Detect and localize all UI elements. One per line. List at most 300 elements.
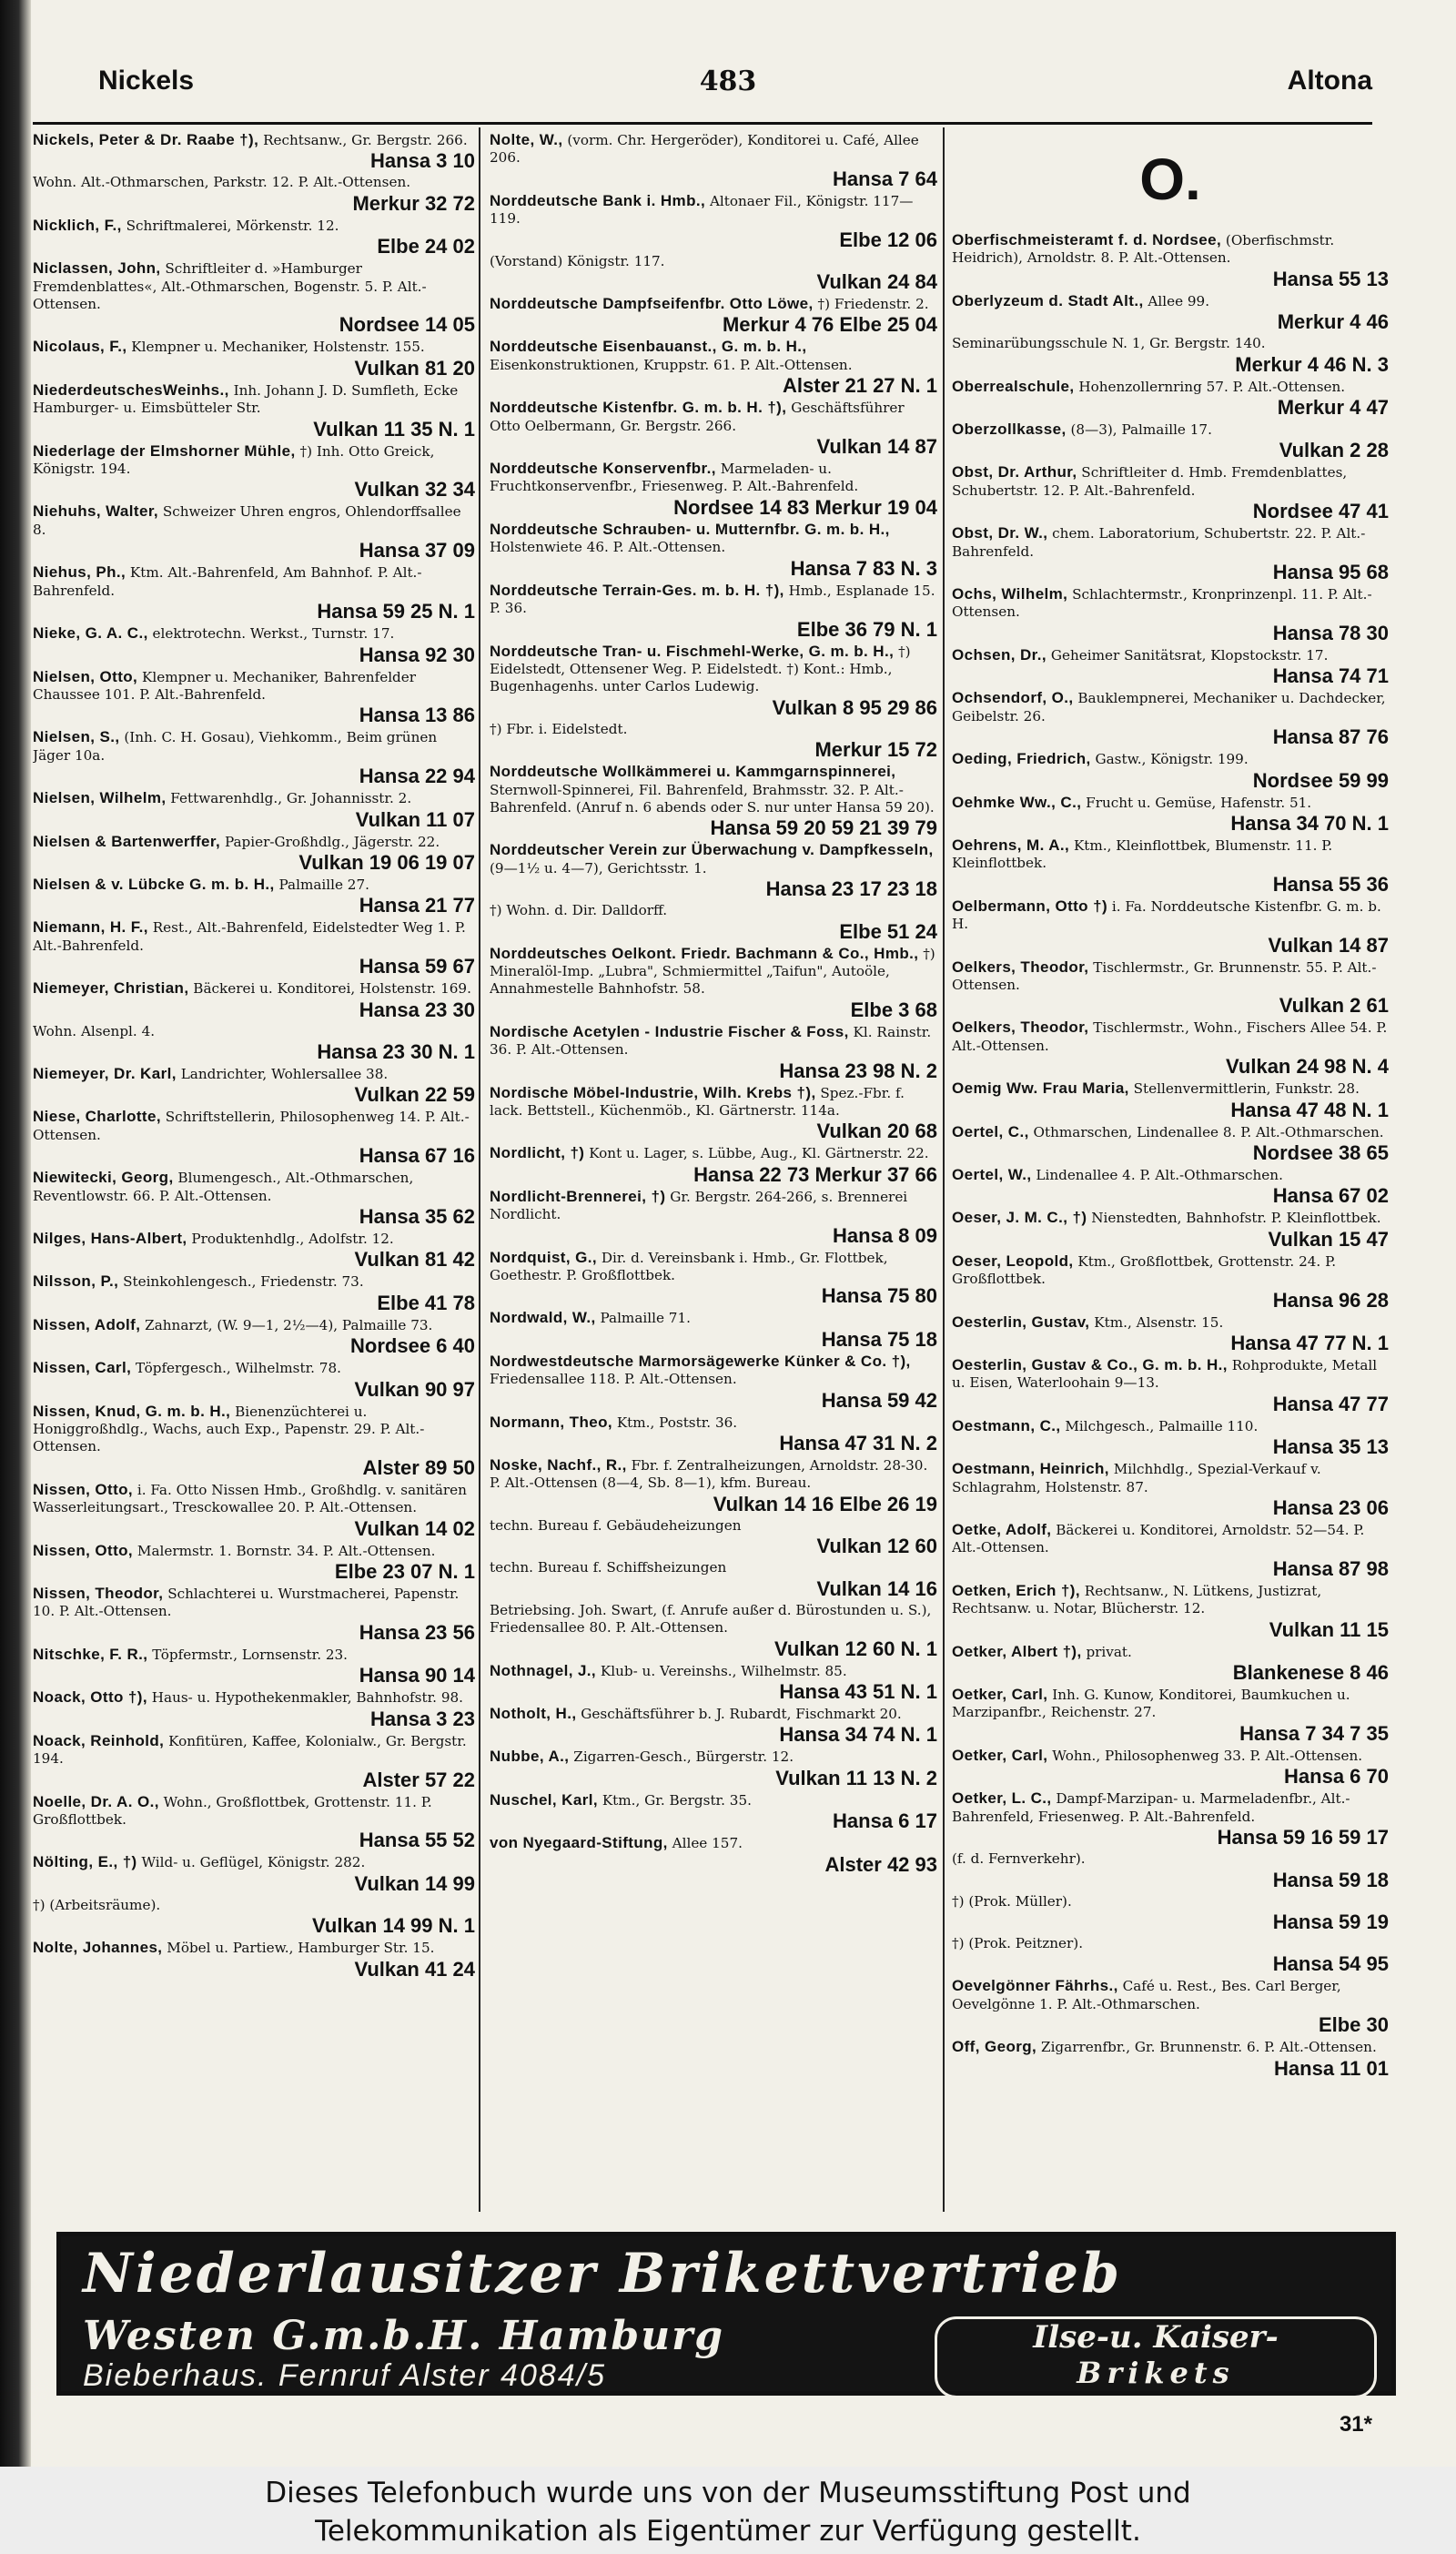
entry-name: Nilges, Hans-Albert, — [33, 1230, 187, 1247]
entry-details: Zahnarzt, (W. 9—1, 2½—4), Palmaille 73. — [145, 1316, 433, 1333]
entry-details: Frucht u. Gemüse, Hafenstr. 51. — [1086, 794, 1312, 811]
entry-name: Oestmann, C., — [952, 1416, 1061, 1434]
entry-phone: Hansa 3 10 — [370, 149, 475, 173]
directory-entry — [952, 524, 1389, 583]
directory-entry — [490, 721, 937, 761]
entry-phone: Vulkan 81 20 — [354, 356, 475, 380]
book-binding-edge — [0, 0, 31, 2467]
entry-name: Nielsen, Wilhelm, — [33, 789, 167, 807]
directory-entry — [490, 1353, 937, 1412]
entry-name: Nölting, E., †) — [33, 1853, 137, 1871]
entry-name: Norddeutsche Kistenfbr. G. m. b. H. †), — [490, 399, 787, 417]
column-right-list — [952, 231, 1389, 2080]
entry-phone: Vulkan 14 87 — [816, 435, 937, 459]
directory-entry — [33, 1585, 475, 1644]
directory-entry — [490, 841, 937, 900]
entry-details: (9—1½ u. 4—7), Gerichtsstr. 1. — [490, 859, 707, 877]
entry-phone: Merkur 4 47 — [1277, 396, 1389, 420]
entry-details: Holstenwiete 46. P. Alt.-Ottensen. — [490, 539, 726, 556]
entry-name: Nielsen & Bartenwerffer, — [33, 832, 221, 850]
entry-details: Tischlermstr., Gr. Brunnenstr. 55. P. Alt.-Ottensen. — [952, 958, 1377, 993]
entry-name: Off, Georg, — [952, 2038, 1037, 2056]
entry-phone: Alster 21 27 N. 1 — [783, 374, 937, 398]
directory-entry — [952, 1893, 1389, 1933]
entry-details: Kl. Rainstr. 36. P. Alt.-Ottensen. — [490, 1023, 932, 1059]
entry-name: Oelkers, Theodor, — [952, 958, 1089, 976]
entry-details: †) Friedenstr. 2. — [817, 296, 929, 313]
entry-phone: Hansa 74 71 — [1272, 664, 1389, 688]
archive-footer — [0, 2467, 1456, 2554]
entry-details: Geschäftsführer b. J. Rubardt, Fischmarkt 20. — [581, 1705, 902, 1722]
entry-details: techn. Bureau f. Schiffsheizungen — [490, 1559, 727, 1576]
entry-details: (Vorstand) Königstr. 117. — [490, 252, 665, 269]
entry-phone: Hansa 87 98 — [1272, 1556, 1389, 1580]
entry-phone: Nordsee 59 99 — [1252, 768, 1389, 792]
entry-phone: Hansa 23 30 N. 1 — [317, 1039, 475, 1063]
column-right — [952, 131, 1389, 2197]
entry-details: i. Fa. Norddeutsche Kistenfbr. G. m. b. H. — [952, 897, 1381, 933]
entry-name: Nuschel, Karl, — [490, 1790, 598, 1809]
entry-details: Bienenzüchterei u. Honiggroßhdlg., Wachs, auch Exp., Papenstr. 29. P. Alt.-Ottensen. — [33, 1403, 425, 1455]
running-head-right: Altona — [1287, 66, 1372, 96]
entry-details: Gr. Bergstr. 264-266, s. Brennerei Nordlicht. — [490, 1188, 908, 1223]
entry-phone: Hansa 47 77 N. 1 — [1230, 1332, 1389, 1354]
directory-entry — [33, 131, 475, 172]
directory-entry — [952, 1123, 1389, 1164]
entry-details: Stellenvermittlerin, Funkstr. 28. — [1133, 1080, 1360, 1098]
directory-entry — [33, 833, 475, 874]
entry-name: Obst, Dr. Arthur, — [952, 463, 1077, 481]
entry-phone: Hansa 35 62 — [359, 1205, 475, 1228]
entry-name: Niclassen, John, — [33, 259, 161, 278]
entry-details: Betriebsing. Joh. Swart, (f. Anrufe außer d. Bürostunden u. S.), Friedensallee 80. P. Alt.-Ottensen. — [490, 1601, 932, 1637]
directory-entry — [952, 1209, 1389, 1250]
directory-entry — [33, 979, 475, 1020]
entry-name: Norddeutsche Terrain-Ges. m. b. H. †), — [490, 581, 784, 599]
directory-entry — [33, 1542, 475, 1583]
entry-details: Tischlermstr., Wohn., Fischers Allee 54. P. Alt.-Ottensen. — [952, 1019, 1388, 1054]
entry-name: Noack, Reinhold, — [33, 1731, 165, 1749]
entry-details: Klempner u. Mechaniker, Bahrenfelder Chaussee 101. P. Alt.-Bahrenfeld. — [33, 668, 417, 703]
entry-details: †) (Prok. Peitzner). — [952, 1934, 1084, 1951]
entry-phone: Merkur 15 72 — [814, 738, 937, 762]
entry-name: Noske, Nachf., R., — [490, 1456, 627, 1475]
directory-entry — [33, 259, 475, 336]
directory-entry — [490, 460, 937, 519]
directory-entry — [490, 521, 937, 580]
entry-phone: Hansa 55 36 — [1272, 872, 1389, 896]
entry-phone: Merkur 32 72 — [352, 191, 475, 215]
ad-brand-box — [935, 2316, 1377, 2398]
entry-phone: Vulkan 12 60 — [816, 1535, 937, 1558]
entry-name: Oehrens, M. A., — [952, 836, 1070, 854]
entry-details: Wild- u. Geflügel, Königstr. 282. — [141, 1854, 366, 1871]
directory-entry — [490, 1705, 937, 1746]
column-middle — [490, 131, 937, 2197]
entry-name: Niewitecki, Georg, — [33, 1169, 174, 1187]
entry-details: i. Fa. Otto Nissen Hmb., Großhdlg. v. sanitären Wasserleitungsart., Tresckowallee 20. P. Alt.-Ottensen. — [33, 1481, 467, 1516]
directory-entry — [952, 2038, 1389, 2079]
directory-entry — [952, 292, 1389, 333]
entry-phone: Hansa 8 09 — [833, 1223, 937, 1247]
entry-phone: Merkur 4 76 Elbe 25 04 — [722, 313, 937, 337]
directory-entry — [33, 442, 475, 502]
directory-entry — [33, 563, 475, 623]
entry-details: Ktm., Alsenstr. 15. — [1094, 1313, 1224, 1331]
entry-phone: Hansa 23 30 — [359, 998, 475, 1021]
directory-entry — [33, 1646, 475, 1687]
entry-name: Nickels, Peter & Dr. Raabe †), — [33, 131, 259, 148]
directory-entry — [952, 1417, 1389, 1458]
entry-details: Wohn., Philosophenweg 33. P. Alt.-Ottensen. — [1052, 1747, 1363, 1764]
entry-phone: Hansa 59 67 — [359, 955, 475, 978]
entry-name: Oberrealschule, — [952, 377, 1075, 395]
entry-phone: Alster 42 93 — [824, 1852, 937, 1876]
entry-name: Oetker, Carl, — [952, 1746, 1048, 1764]
directory-entry — [33, 624, 475, 665]
directory-entry — [952, 231, 1389, 290]
entry-name: Norddeutscher Verein zur Überwachung v. Dampfkesseln, — [490, 841, 934, 859]
directory-entry — [490, 1188, 937, 1247]
entry-details: Fbr. f. Zentralheizungen, Arnoldstr. 28-30. P. Alt.-Ottensen (8—4, Sb. 8—1), kfm. Bureau. — [490, 1457, 928, 1492]
entry-name: Nordlicht, †) — [490, 1144, 585, 1162]
directory-entry — [952, 1460, 1389, 1519]
directory-entry — [490, 399, 937, 458]
directory-entry — [33, 1272, 475, 1313]
directory-entry — [952, 794, 1389, 835]
entry-phone: Vulkan 14 16 — [816, 1576, 937, 1600]
entry-phone: Hansa 21 77 — [359, 894, 475, 917]
entry-phone: Hansa 78 30 — [1272, 621, 1389, 644]
entry-details: Spez.-Fbr. f. lack. Bettstell., Küchenmöb., Kl. Gärtnerstr. 114a. — [490, 1084, 905, 1119]
entry-details: Geheimer Sanitätsrat, Klopstockstr. 17. — [1050, 646, 1329, 664]
entry-name: Nielsen, Otto, — [33, 667, 138, 685]
entry-details: Blumengesch., Alt.-Othmarschen, Reventlowstr. 66. P. Alt.-Ottensen. — [33, 1170, 414, 1204]
entry-details: Klempner u. Mechaniker, Holstenstr. 155. — [131, 339, 425, 356]
entry-phone: Hansa 59 18 — [1272, 1868, 1389, 1891]
entry-details: Bäckerei u. Konditorei, Arnoldstr. 52—54. P. Alt.-Ottensen. — [952, 1522, 1365, 1556]
entry-details: Ktm. Alt.-Bahrenfeld, Am Bahnhof. P. Alt.-Bahrenfeld. — [33, 564, 422, 599]
entry-phone: Hansa 55 52 — [359, 1829, 475, 1852]
entry-phone: Vulkan 20 68 — [816, 1120, 937, 1143]
entry-phone: Vulkan 81 42 — [354, 1248, 475, 1272]
entry-name: Oetker, L. C., — [952, 1789, 1052, 1808]
entry-details: (Inh. C. H. Gosau), Viehkomm., Beim grünen Jäger 10a. — [33, 729, 438, 764]
directory-entry — [490, 1414, 937, 1454]
entry-details: Milchgesch., Palmaille 110. — [1065, 1417, 1259, 1434]
entry-name: Nordwestdeutsche Marmorsägewerke Künker & Co. †), — [490, 1352, 911, 1370]
entry-details: Palmaille 71. — [600, 1310, 691, 1327]
entry-phone: Hansa 47 77 — [1272, 1392, 1389, 1415]
entry-name: Norddeutsche Eisenbauanst., G. m. b. H., — [490, 338, 807, 356]
entry-name: Oberlyzeum d. Stadt Alt., — [952, 291, 1144, 309]
entry-phone: Hansa 7 34 7 35 — [1239, 1721, 1389, 1745]
directory-entry — [952, 1850, 1389, 1890]
entry-phone: Vulkan 11 35 N. 1 — [313, 417, 475, 441]
entry-name: Niehuhs, Walter, — [33, 502, 159, 521]
directory-entry — [33, 217, 475, 258]
entry-details: Marmeladen- u. Fruchtkonservenfbr., Friesenweg. P. Alt.-Bahrenfeld. — [490, 461, 859, 495]
entry-phone: Hansa 23 17 23 18 — [765, 877, 937, 901]
directory-entry — [952, 1686, 1389, 1745]
entry-name: Nielsen, S., — [33, 728, 120, 746]
entry-phone: Hansa 67 16 — [359, 1144, 475, 1168]
entry-phone: Nordsee 38 65 — [1252, 1140, 1389, 1164]
entry-name: Nieke, G. A. C., — [33, 624, 148, 643]
directory-entry — [490, 338, 937, 397]
entry-details: Eisenkonstruktionen, Kruppstr. 61. P. Alt.-Ottensen. — [490, 356, 853, 373]
entry-phone: Hansa 75 18 — [821, 1327, 937, 1351]
entry-name: Nissen, Adolf, — [33, 1315, 141, 1333]
entry-details: Café u. Rest., Bes. Carl Berger, Oevelgönne 1. P. Alt.-Othmarschen. — [952, 1978, 1341, 2012]
directory-entry — [490, 643, 937, 719]
entry-phone: Vulkan 24 98 N. 4 — [1226, 1055, 1389, 1079]
entry-details: Wohn. Alsenpl. 4. — [33, 1022, 156, 1039]
entry-details: Haus- u. Hypothekenmakler, Bahnhofstr. 98. — [151, 1689, 463, 1707]
entry-name: Norddeutsche Bank i. Hmb., — [490, 191, 706, 209]
directory-entry — [33, 918, 475, 978]
entry-name: Oesterlin, Gustav, — [952, 1312, 1090, 1331]
entry-name: Nordische Möbel-Industrie, Wilh. Krebs †), — [490, 1083, 816, 1101]
entry-name: Oesterlin, Gustav & Co., G. m. b. H., — [952, 1356, 1228, 1373]
entry-phone: Hansa 22 94 — [359, 765, 475, 788]
entry-details: †) (Arbeitsräume). — [33, 1896, 161, 1913]
entry-phone: Nordsee 14 05 — [339, 313, 475, 337]
entry-details: Milchhdlg., Spezial-Verkauf v. Schlagrahm, Holstenstr. 87. — [952, 1461, 1321, 1495]
entry-name: Oberfischmeisteramt f. d. Nordsee, — [952, 231, 1222, 248]
entry-details: techn. Bureau f. Gebäudeheizungen — [490, 1516, 742, 1534]
directory-entry — [490, 295, 937, 336]
entry-phone: Hansa 87 76 — [1272, 725, 1389, 749]
entry-phone: Vulkan 12 60 N. 1 — [774, 1637, 937, 1660]
entry-phone: Hansa 13 86 — [359, 704, 475, 727]
directory-entry — [33, 338, 475, 379]
footer-line2: Telekommunikation als Eigentümer zur Verfügung gestellt. — [315, 2515, 1141, 2548]
entry-phone: Hansa 7 83 N. 3 — [790, 556, 937, 580]
entry-details: privat. — [1086, 1643, 1132, 1660]
entry-details: (8—3), Palmaille 17. — [1070, 421, 1212, 439]
directory-entry — [33, 876, 475, 917]
entry-details: †) Eidelstedt, Ottensener Weg. P. Eidelstedt. †) Kont.: Hmb., Bugenhagenhs. unter Carlos Ludewig. — [490, 643, 911, 695]
entry-name: Norddeutsche Schrauben- u. Mutternfbr. G. m. b. H., — [490, 520, 890, 538]
entry-phone: Hansa 43 51 N. 1 — [779, 1679, 937, 1703]
entry-name: Niemeyer, Dr. Karl, — [33, 1064, 177, 1082]
entry-details: (Oberfischmstr. Heidrich), Arnoldstr. 8. P. Alt.-Ottensen. — [952, 232, 1335, 267]
entry-phone: Vulkan 22 59 — [354, 1083, 475, 1107]
entry-details: †) Wohn. d. Dir. Dalldorff. — [490, 902, 668, 919]
directory-entry — [33, 381, 475, 441]
entry-details: Steinkohlengesch., Friedenstr. 73. — [123, 1273, 364, 1291]
directory-entry — [952, 897, 1389, 957]
entry-name: Nicolaus, F., — [33, 338, 127, 356]
directory-entry — [33, 1065, 475, 1106]
footer-line1: Dieses Telefonbuch wurde uns von der Museumsstiftung Post und — [265, 2477, 1191, 2509]
entry-details: Möbel u. Partiew., Hamburger Str. 15. — [167, 1940, 435, 1957]
entry-name: Ochs, Wilhelm, — [952, 585, 1068, 603]
entry-phone: Hansa 23 56 — [359, 1620, 475, 1644]
directory-entry — [33, 789, 475, 830]
entry-phone: Vulkan 14 99 — [354, 1871, 475, 1895]
entry-name: von Nyegaard-Stiftung, — [490, 1834, 668, 1852]
directory-entry — [952, 1977, 1389, 2036]
entry-details: Schweizer Uhren engros, Ohlendorffsallee 8. — [33, 503, 461, 538]
entry-name: Oemig Ww. Frau Maria, — [952, 1079, 1129, 1098]
entry-details: Malermstr. 1. Bornstr. 34. P. Alt.-Ottensen. — [136, 1542, 436, 1559]
entry-name: Obst, Dr. W., — [952, 524, 1048, 542]
directory-entry — [33, 1793, 475, 1852]
entry-phone: Vulkan 32 34 — [354, 478, 475, 502]
entry-name: Oertel, W., — [952, 1165, 1032, 1183]
entry-details: Landrichter, Wohlersallee 38. — [180, 1065, 389, 1082]
entry-phone: Hansa 47 31 N. 2 — [779, 1432, 937, 1455]
directory-entry — [33, 1230, 475, 1271]
directory-entry — [952, 1582, 1389, 1641]
entry-name: Nissen, Knud, G. m. b. H., — [33, 1402, 231, 1420]
entry-name: Niemeyer, Christian, — [33, 979, 189, 998]
entry-details: Töpfermstr., Lornsenstr. 23. — [152, 1646, 348, 1663]
directory-entry — [33, 1897, 475, 1937]
entry-phone: Vulkan 14 02 — [354, 1516, 475, 1540]
directory-entry — [490, 1517, 937, 1557]
directory-entry — [490, 1309, 937, 1350]
entry-phone: Hansa 67 02 — [1272, 1184, 1389, 1208]
entry-name: Norddeutsches Oelkont. Friedr. Bachmann & Co., Hmb., — [490, 944, 919, 962]
entry-name: Nitschke, F. R., — [33, 1645, 148, 1663]
entry-details: Schriftmalerei, Mörkenstr. 12. — [126, 217, 339, 234]
entry-phone: Hansa 55 13 — [1272, 267, 1389, 290]
entry-name: Normann, Theo, — [490, 1413, 612, 1431]
entry-phone: Vulkan 41 24 — [354, 1957, 475, 1981]
entry-name: Niemann, H. F., — [33, 918, 148, 937]
entry-details: Palmaille 27. — [278, 876, 369, 893]
entry-name: Nielsen & v. Lübcke G. m. b. H., — [33, 875, 275, 893]
entry-name: Norddeutsche Konservenfbr., — [490, 460, 716, 478]
entry-details: Zigarren-Gesch., Bürgerstr. 12. — [573, 1748, 794, 1766]
directory-entry — [490, 1144, 937, 1185]
directory-entry — [490, 945, 937, 1021]
entry-name: Oetke, Adolf, — [952, 1521, 1052, 1539]
directory-entry — [33, 1023, 475, 1063]
entry-details: Schlachterei u. Wurstmacherei, Papenstr. 10. P. Alt.-Ottensen. — [33, 1586, 460, 1620]
entry-phone: Elbe 30 — [1318, 2013, 1389, 2037]
entry-name: Nolte, Johannes, — [33, 1939, 163, 1957]
entry-name: Nissen, Carl, — [33, 1359, 132, 1377]
entry-name: Oevelgönner Fährhs., — [952, 1977, 1118, 1995]
directory-entry — [952, 836, 1389, 896]
entry-phone: Hansa 90 14 — [359, 1664, 475, 1687]
entry-details: Hmb., Esplanade 15. P. 36. — [490, 582, 935, 617]
ad-company-subname: Westen G.m.b.H. Hamburg — [83, 2313, 725, 2359]
entry-name: Oelbermann, Otto †) — [952, 897, 1108, 915]
entry-details: Rechtsanw., N. Lütkens, Justizrat, Rechtsanw. u. Notar, Blücherstr. 12. — [952, 1582, 1322, 1617]
directory-entry — [33, 668, 475, 727]
directory-entry — [490, 1662, 937, 1703]
page-number-top: 483 — [699, 66, 757, 97]
entry-phone: Hansa 7 64 — [833, 167, 937, 190]
directory-entry — [490, 1559, 937, 1599]
entry-phone: Vulkan 8 95 29 86 — [772, 695, 937, 719]
entry-details: Kont u. Lager, s. Lübbe, Aug., Kl. Gärtnerstr. 22. — [589, 1145, 929, 1162]
entry-details: Bäckerei u. Konditorei, Holstenstr. 169. — [193, 980, 471, 998]
entry-details: †) Mineralöl-Imp. „Lubra", Schmiermittel „Taifun", Autoöle, Annahmestelle Bahnhofstr. 58. — [490, 945, 935, 998]
entry-name: Oeser, Leopold, — [952, 1252, 1074, 1270]
directory-entry — [490, 1249, 937, 1308]
entry-details: Altonaer Fil., Königstr. 117—119. — [490, 192, 914, 228]
entry-details: Wohn. Alt.-Othmarschen, Parkstr. 12. P. Alt.-Ottensen. — [33, 174, 411, 191]
entry-name: Oestmann, Heinrich, — [952, 1460, 1109, 1478]
entry-phone: Vulkan 19 06 19 07 — [298, 850, 475, 874]
entry-details: (vorm. Chr. Hergeröder), Konditorei u. Café, Allee 206. — [490, 132, 919, 167]
directory-entry — [490, 1602, 937, 1660]
ad-company-name: Niederlausitzer Brikettvertrieb — [83, 2242, 1123, 2306]
entry-phone: Hansa 96 28 — [1272, 1288, 1389, 1312]
entry-details: †) (Prok. Müller). — [952, 1892, 1072, 1910]
entry-phone: Hansa 11 01 — [1274, 2056, 1389, 2080]
entry-phone: Vulkan 15 47 — [1268, 1227, 1389, 1251]
entry-details: Rest., Alt.-Bahrenfeld, Eidelstedter Weg 1. P. Alt.-Bahrenfeld. — [33, 919, 466, 954]
entry-phone: Hansa 59 16 59 17 — [1217, 1826, 1389, 1850]
entry-phone: Vulkan 11 13 N. 2 — [775, 1766, 937, 1789]
entry-name: Oeding, Friedrich, — [952, 750, 1091, 768]
entry-details: Sternwoll-Spinnerei, Fil. Bahrenfeld, Brahmsstr. 32. P. Alt.-Bahrenfeld. (Anruf n. 6 abends oder S. nur unter Hansa 59 20). — [490, 781, 935, 816]
entry-phone: Vulkan 11 15 — [1269, 1617, 1389, 1641]
directory-entry — [952, 463, 1389, 522]
entry-details: Bauklempnerei, Mechaniker u. Dachdecker, Geibelstr. 26. — [952, 690, 1386, 725]
entry-name: Noelle, Dr. A. O., — [33, 1792, 159, 1810]
entry-name: Oetker, Carl, — [952, 1686, 1048, 1704]
entry-phone: Hansa 54 95 — [1272, 1952, 1389, 1976]
column-divider — [943, 127, 945, 2212]
entry-details: Schriftleiter d. Hmb. Fremdenblattes, Schubertstr. 12. P. Alt.-Bahrenfeld. — [952, 464, 1348, 499]
entry-details: Dampf-Marzipan- u. Marmeladenfbr., Alt.-Bahrenfeld, Friesenweg. P. Alt.-Bahrenfeld. — [952, 1790, 1350, 1825]
entry-phone: Vulkan 2 28 — [1279, 439, 1389, 462]
directory-entry — [490, 131, 937, 190]
entry-details: Ktm., Gr. Bergstr. 35. — [602, 1791, 752, 1809]
entry-name: Oehmke Ww., C., — [952, 793, 1082, 811]
entry-details: †) Inh. Otto Greick, Königstr. 194. — [33, 442, 435, 478]
entry-name: Nissen, Theodor, — [33, 1585, 164, 1603]
entry-phone: Hansa 23 06 — [1272, 1496, 1389, 1520]
entry-name: Nubbe, A., — [490, 1748, 570, 1766]
entry-phone: Hansa 92 30 — [359, 643, 475, 666]
directory-entry — [952, 585, 1389, 644]
entry-phone: Elbe 12 06 — [839, 228, 937, 251]
entry-phone: Merkur 4 46 N. 3 — [1235, 352, 1389, 376]
entry-details: Seminarübungsschule N. 1, Gr. Bergstr. 140. — [952, 335, 1266, 352]
entry-phone: Hansa 34 74 N. 1 — [779, 1723, 937, 1747]
entry-phone: Hansa 6 70 — [1284, 1765, 1389, 1789]
entry-details: elektrotechn. Werkst., Turnstr. 17. — [152, 625, 395, 643]
entry-phone: Hansa 37 09 — [359, 539, 475, 562]
entry-details: (f. d. Fernverkehr). — [952, 1850, 1086, 1868]
entry-details: chem. Laboratorium, Schubertstr. 22. P. Alt.-Bahrenfeld. — [952, 525, 1366, 560]
entry-details: Konfitüren, Kaffee, Kolonialw., Gr. Bergstr. 194. — [33, 1732, 467, 1768]
directory-entry — [490, 192, 937, 251]
entry-phone: Vulkan 90 97 — [354, 1377, 475, 1401]
entry-name: Nothnagel, J., — [490, 1661, 597, 1679]
entry-phone: Hansa 59 20 59 21 39 79 — [710, 816, 937, 840]
entry-name: Niehus, Ph., — [33, 563, 126, 582]
entry-phone: Elbe 51 24 — [839, 919, 937, 943]
directory-entry — [952, 1521, 1389, 1580]
entry-details: Fettwarenhdlg., Gr. Johannisstr. 2. — [170, 790, 412, 807]
entry-phone: Vulkan 14 99 N. 1 — [312, 1914, 475, 1938]
entry-phone: Hansa 34 70 N. 1 — [1230, 811, 1389, 835]
entry-name: Oelkers, Theodor, — [952, 1019, 1089, 1037]
directory-entry — [952, 1789, 1389, 1849]
directory-entry — [952, 1252, 1389, 1312]
entry-phone: Elbe 36 79 N. 1 — [796, 617, 937, 641]
